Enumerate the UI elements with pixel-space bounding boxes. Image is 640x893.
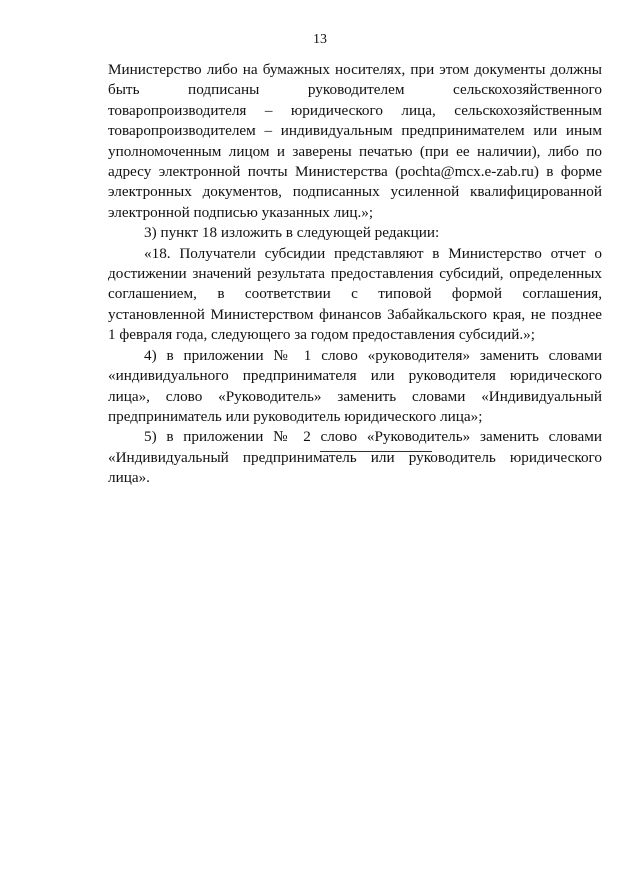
- paragraph-item-3: 3) пункт 18 изложить в следующей редакции:: [144, 224, 440, 242]
- end-separator-line: [320, 451, 432, 452]
- paragraph-item-5: 5) в приложении № 2 слово «Руководитель» заменить словами «Индивидуальный предприниматель или руководитель юридического лица».: [108, 428, 602, 487]
- paragraph-continuation: Министерство либо на бумажных носителях, при этом документы должны быть подписаны руководителем сельскохозяйственного товаропроизводителя – юридического лица, сельскохозяйственным товаропроизводителем – индивидуальным предпринимателем или иным уполномоченным лицом и заверены печатью (при ее наличии), либо по адресу электронной почты Министерства (pochta@mcx.e-zab.ru) в форме электронных документов, подписанных усиленной квалифицированной электронной подписью указанных лиц.»;: [108, 61, 602, 221]
- document-body: [108, 60, 602, 489]
- page-number: 13: [313, 32, 327, 47]
- paragraph-item-18-quote: «18. Получатели субсидии представляют в Министерство отчет о достижении значений результата предоставления субсидий, определенных соглашением, в соответствии с типовой формой соглашения, установленной Министерством финансов Забайкальского края, не позднее 1 февраля года, следующего за годом предоставления субсидий.»;: [108, 244, 602, 344]
- paragraph-item-4: 4) в приложении № 1 слово «руководителя» заменить словами «индивидуального предпринимателя или руководителя юридического лица», слово «Руководитель» заменить словами «Индивидуальный предприниматель или руководитель юридического лица»;: [108, 346, 602, 425]
